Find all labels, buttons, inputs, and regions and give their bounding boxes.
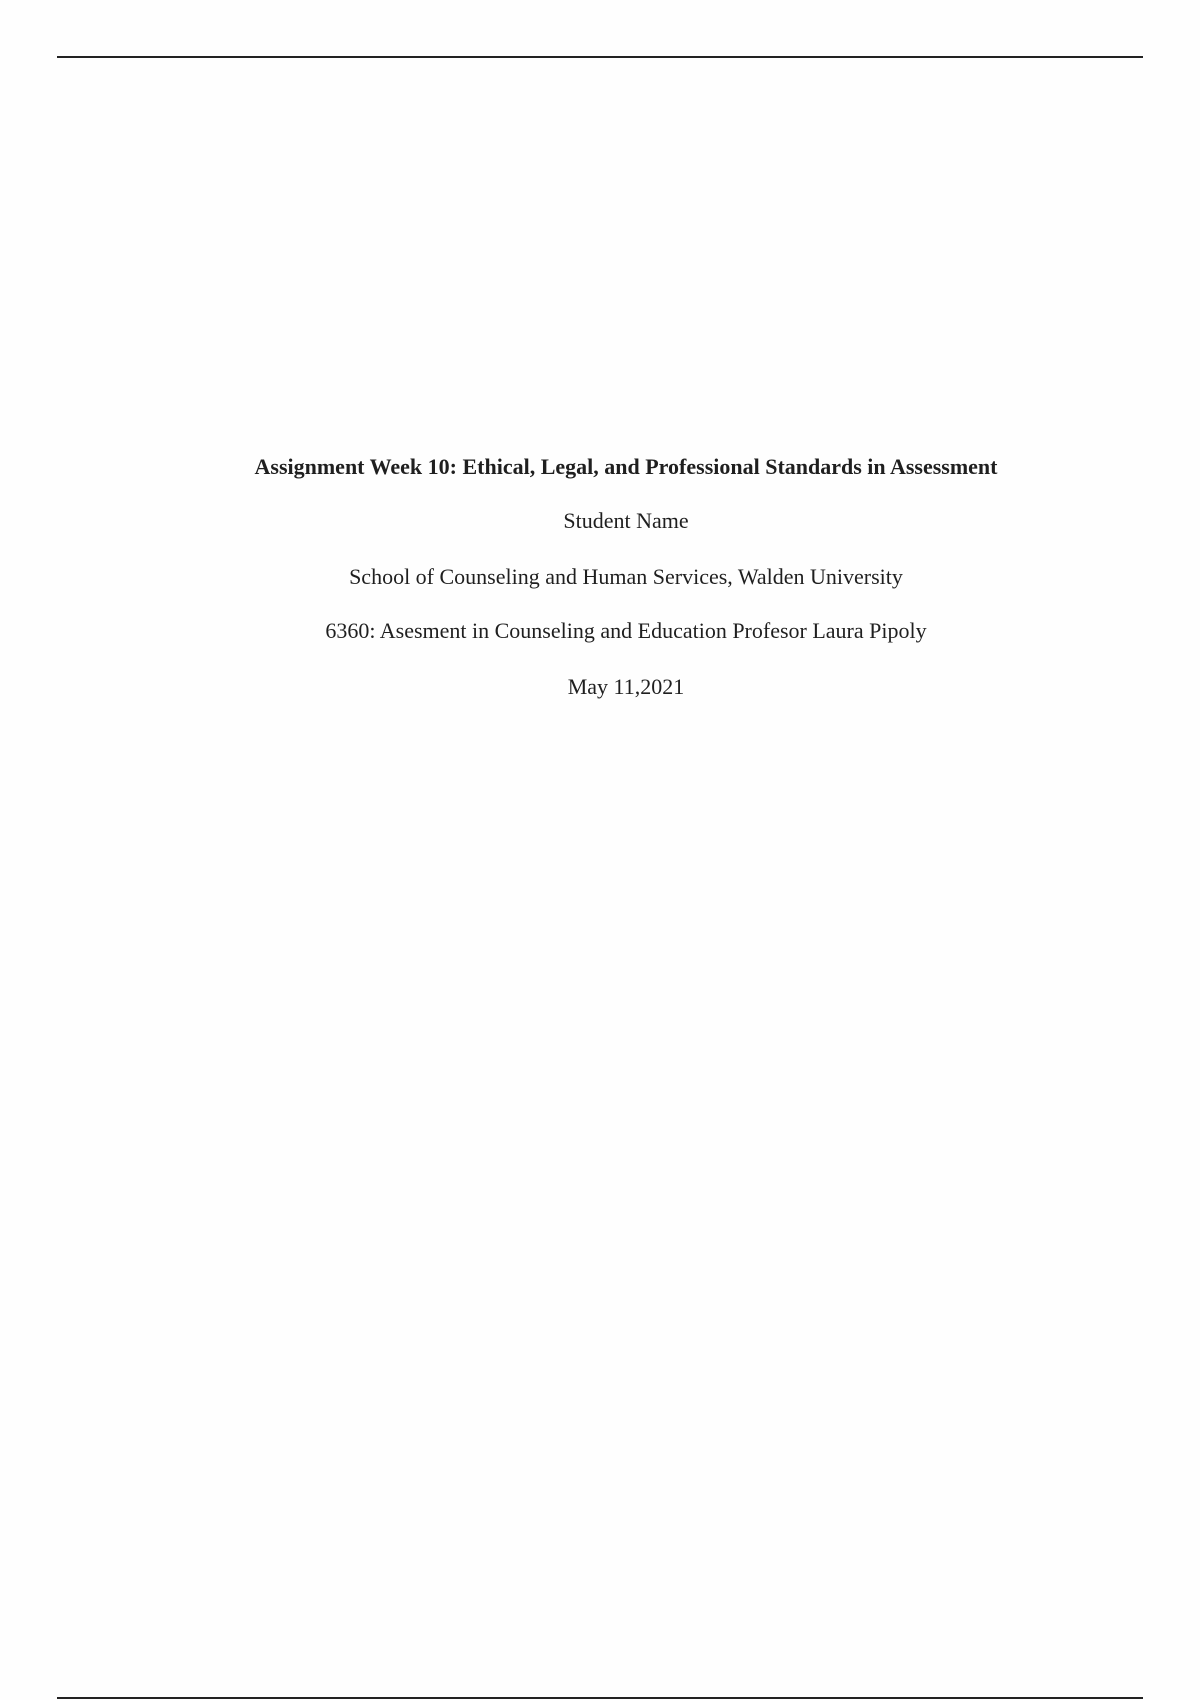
institution: School of Counseling and Human Services, Walden University <box>349 564 903 589</box>
title-page-block <box>0 450 1200 704</box>
student-name: Student Name <box>563 508 689 533</box>
document-date: May 11,2021 <box>567 674 685 699</box>
top-rule <box>57 56 1143 58</box>
course-professor: 6360: Asesment in Counseling and Education Profesor Laura Pipoly <box>325 618 927 643</box>
document-title: Assignment Week 10: Ethical, Legal, and Professional Standards in Assessment <box>254 454 998 479</box>
bottom-rule <box>57 1697 1143 1699</box>
